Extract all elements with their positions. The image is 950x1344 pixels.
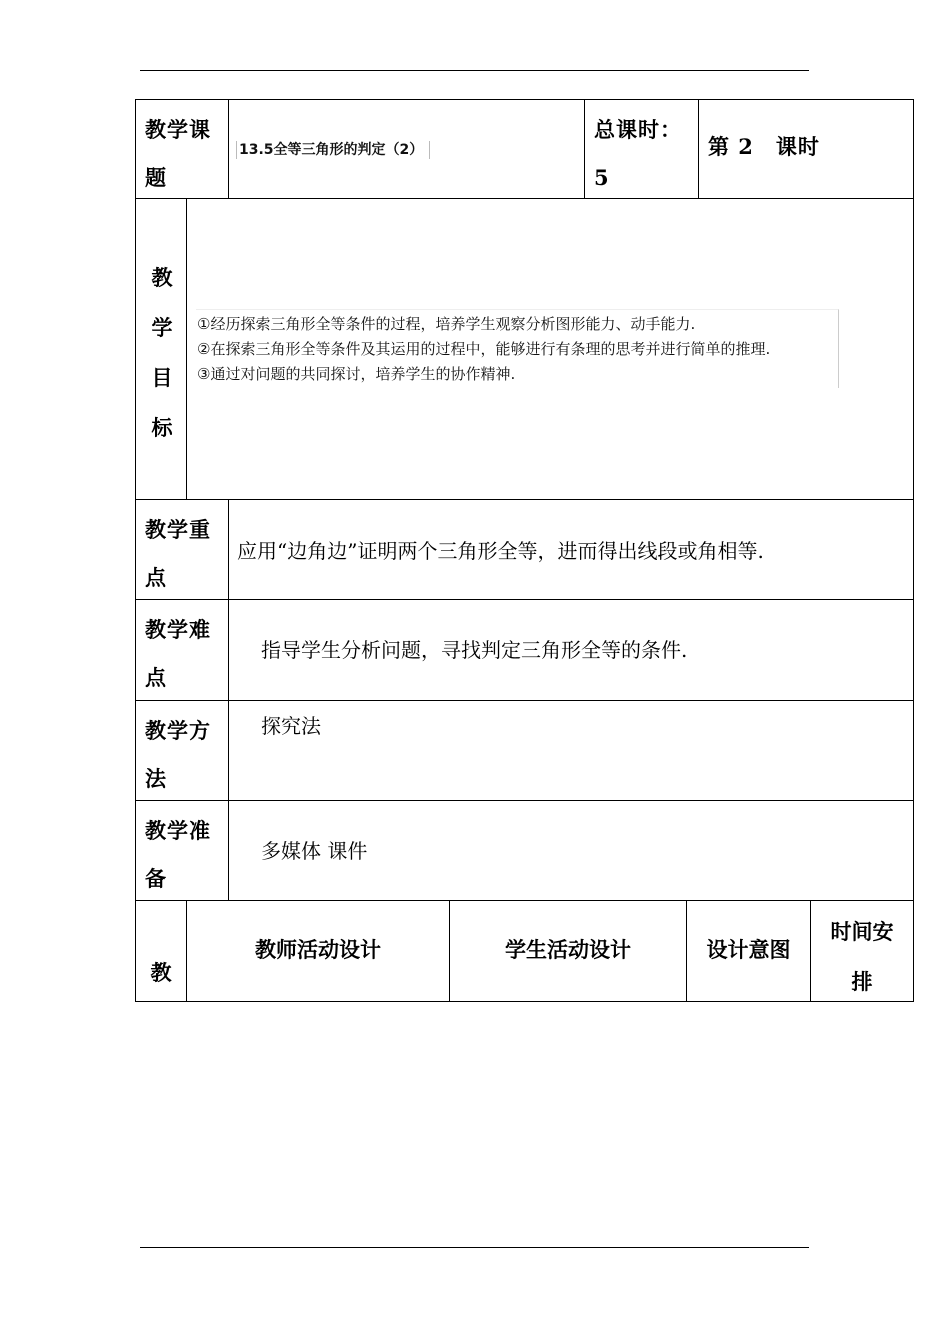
design-intent-header-cell xyxy=(686,900,811,1002)
topic-value-cell xyxy=(228,99,585,199)
teacher-activity-header-cell xyxy=(186,900,450,1002)
preparation-value: 多媒体 课件 xyxy=(261,839,368,863)
topic-label: 教学课题 xyxy=(145,117,211,190)
topic-label-cell xyxy=(135,99,229,199)
difficulty-value-cell xyxy=(228,599,914,701)
key-point-value-cell xyxy=(228,499,914,600)
time-schedule-header: 时间安排 xyxy=(830,919,894,994)
topic-value: 13.5全等三角形的判定（2） xyxy=(236,141,430,159)
difficulty-label-cell xyxy=(135,599,229,701)
session-label: 第 2 课时 xyxy=(708,134,820,159)
total-hours-value: 5 xyxy=(594,165,610,190)
method-label: 教学方法 xyxy=(145,718,211,791)
preparation-label-cell xyxy=(135,800,229,901)
difficulty-value: 指导学生分析问题，寻找判定三角形全等的条件. xyxy=(261,638,688,662)
student-activity-header: 学生活动设计 xyxy=(505,937,631,962)
student-activity-header-cell xyxy=(449,900,687,1002)
key-point-label-cell xyxy=(135,499,229,600)
footer-rule xyxy=(140,1247,809,1248)
header-rule xyxy=(140,70,809,71)
session-cell xyxy=(698,99,914,199)
total-hours-cell xyxy=(584,99,699,199)
method-value-cell xyxy=(228,700,914,801)
time-schedule-header-cell xyxy=(810,900,914,1002)
method-label-cell xyxy=(135,700,229,801)
teacher-activity-header: 教师活动设计 xyxy=(255,937,381,962)
key-point-value: 应用“边角边”证明两个三角形全等，进而得出线段或角相等. xyxy=(237,539,764,563)
objectives-label: 教 学 目 标 xyxy=(151,265,173,440)
preparation-label: 教学准备 xyxy=(145,818,211,891)
lesson-plan-table xyxy=(135,99,914,1002)
key-point-label: 教学重点 xyxy=(145,517,211,590)
activity-col1-label: 教 xyxy=(150,960,172,985)
objective-item: ①经历探索三角形全等条件的过程，培养学生观察分析图形能力、动手能力. xyxy=(197,315,696,333)
difficulty-label: 教学难点 xyxy=(145,617,211,690)
design-intent-header: 设计意图 xyxy=(706,937,791,962)
objectives-value-cell xyxy=(186,198,914,500)
method-value: 探究法 xyxy=(261,714,321,738)
objective-item: ②在探索三角形全等条件及其运用的过程中，能够进行有条理的思考并进行简单的推理. xyxy=(197,340,771,358)
objectives-list xyxy=(196,309,839,388)
activity-col1-cell xyxy=(135,900,187,1002)
total-hours-label: 总课时： xyxy=(594,117,682,142)
preparation-value-cell xyxy=(228,800,914,901)
objectives-label-cell xyxy=(135,198,187,500)
objective-item: ③通过对问题的共同探讨，培养学生的协作精神. xyxy=(197,365,516,383)
